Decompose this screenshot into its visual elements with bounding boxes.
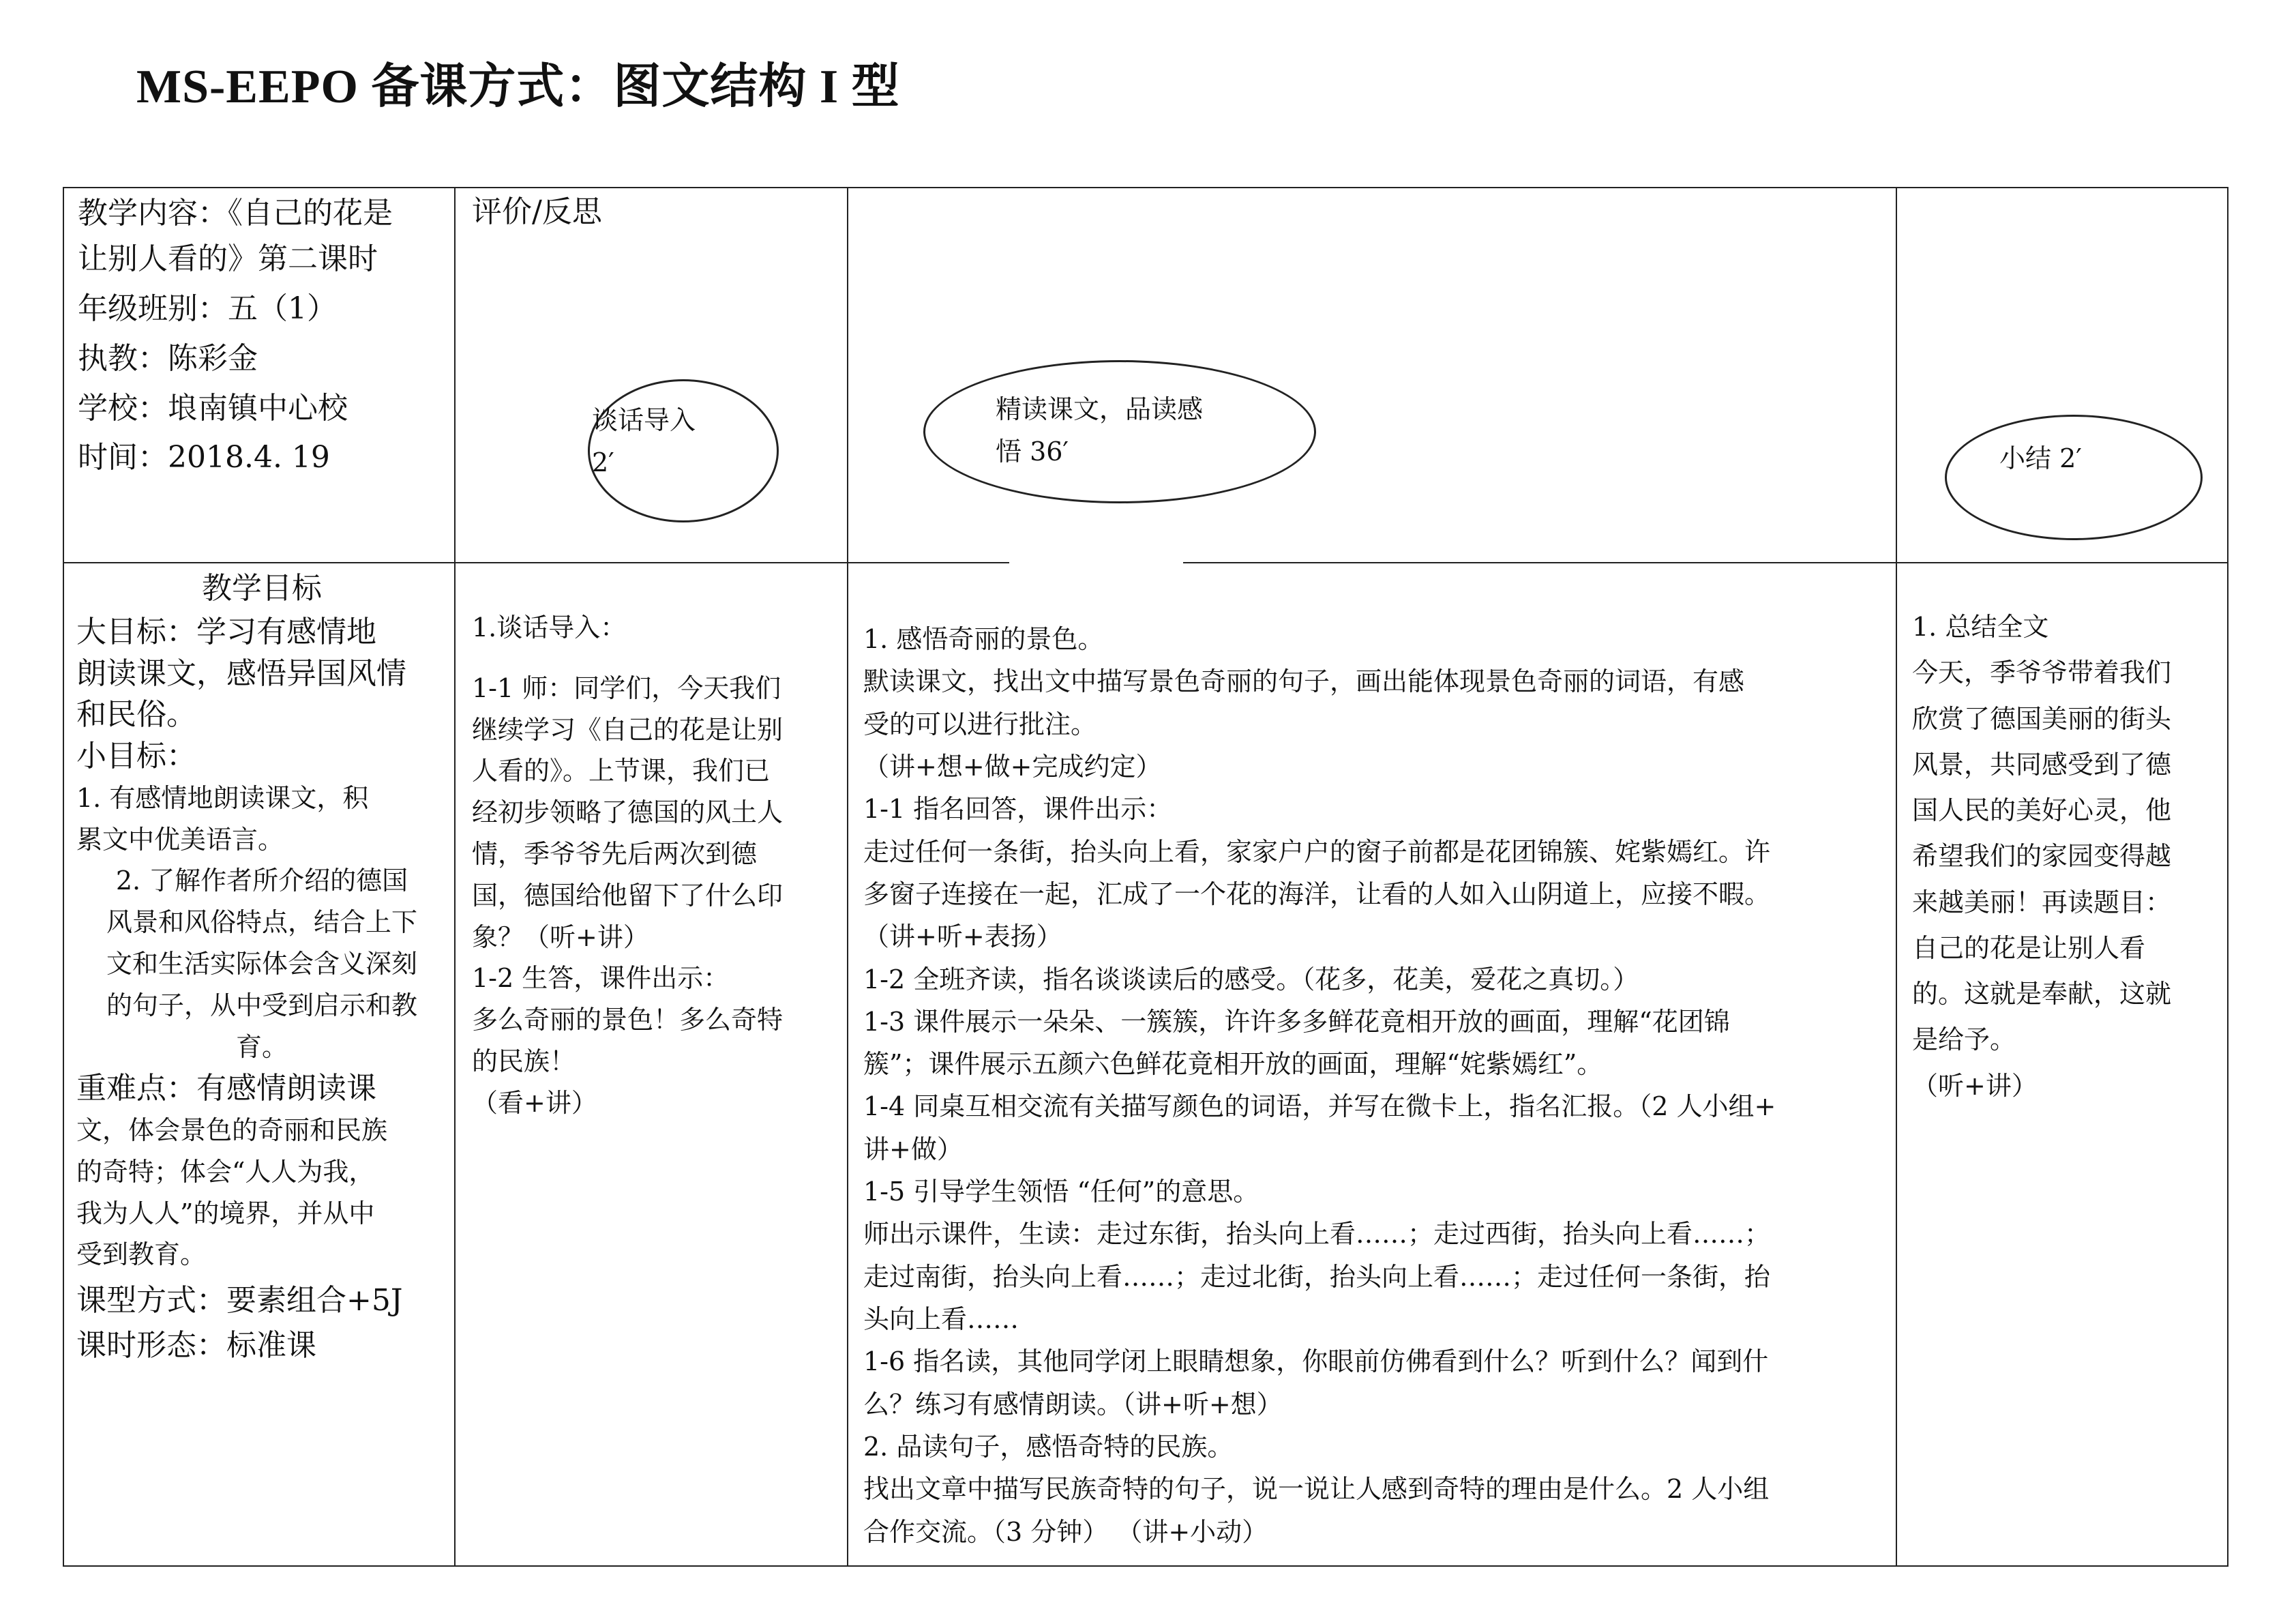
key-point-line: 文，体会景色的奇丽和民族 [76, 1114, 388, 1145]
reading-section [863, 618, 1886, 1553]
intro-line: 人看的》。上节课，我们已 [472, 756, 771, 786]
intro-heading: 1.谈话导入： [472, 612, 627, 643]
big-goal-line: 朗读课文，感悟异国风情 [76, 655, 406, 691]
intro-bubble-label: 谈话导入 [592, 405, 696, 435]
intro-section [472, 607, 840, 1124]
intro-line: （看+讲） [472, 1087, 597, 1118]
summary-line: 来越美丽！再读题目： [1912, 887, 2172, 917]
intro-line: 继续学习《自己的花是让别 [472, 714, 784, 745]
reading-bubble [923, 360, 1316, 503]
column-divider [1896, 187, 1897, 1567]
reading-line: 多窗子连接在一起，汇成了一个花的海洋，让看的人如入山阴道上，应接不暇。 [863, 879, 1771, 909]
key-point-line: 的奇特；体会“人人为我， [76, 1156, 375, 1187]
page-title: MS-EEPO 备课方式：图文结构 I 型 [136, 61, 900, 113]
small-goal-line: 风景和风俗特点，结合上下 [106, 907, 417, 938]
intro-line: 国，德国给他留下了什么印 [472, 880, 784, 911]
reading-line: 1-6 指名读，其他同学闭上眼睛想象，你眼前仿佛看到什么？听到什么？闻到什 [863, 1346, 1769, 1377]
reading-line: 讲+做） [863, 1134, 963, 1164]
small-goal-2 [76, 860, 447, 1067]
lesson-content-line: 让别人看的》第二课时 [78, 241, 378, 276]
reading-line: （讲+听+表扬） [863, 921, 1062, 952]
school: 学校：埌南镇中心校 [78, 390, 348, 426]
lesson-mode: 课型方式：要素组合+5J [76, 1283, 403, 1318]
intro-bubble-time: 2′ [592, 447, 614, 477]
reading-line: 受的可以进行批注。 [863, 709, 1097, 739]
reading-line: 1-1 指名回答，课件出示： [863, 794, 1173, 825]
reading-line: 1-3 课件展示一朵朵、一簇簇，许许多多鲜花竟相开放的画面，理解“花团锦 [863, 1006, 1730, 1037]
reading-line: 1. 感悟奇丽的景色。 [863, 624, 1104, 654]
summary-line: 今天，季爷爷带着我们 [1912, 658, 2172, 688]
big-goal-line: 和民俗。 [76, 697, 196, 733]
grade-class: 年级班别：五（1） [78, 291, 337, 326]
key-points [76, 1067, 447, 1275]
small-goal-line: 2. 了解作者所介绍的德国 [115, 866, 408, 896]
reading-line: 么？练习有感情朗读。（讲+听+想） [863, 1389, 1283, 1419]
summary-line: 希望我们的家园变得越 [1912, 841, 2172, 872]
row-divider [1183, 562, 2228, 563]
small-goal-line: 育。 [235, 1031, 288, 1062]
reading-line: 合作交流。（3 分钟） （讲+小动） [863, 1516, 1268, 1547]
small-goal-1 [76, 778, 447, 861]
summary-line: 风景，共同感受到了德 [1912, 749, 2172, 780]
reading-line: 1-4 同桌互相交流有关描写颜色的词语，并写在微卡上，指名汇报。（2 人小组+ [863, 1091, 1776, 1122]
teacher: 执教：陈彩金 [78, 340, 258, 376]
goals-heading: 教学目标 [202, 571, 322, 606]
reading-line: 找出文章中描写民族奇特的句子，说一说让人感到奇特的理由是什么。2 人小组 [863, 1474, 1770, 1505]
intro-line: 多么奇丽的景色！多么奇特 [472, 1005, 784, 1035]
reading-bubble-time: 悟 36′ [996, 437, 1069, 467]
summary-line: 自己的花是让别人看 [1912, 932, 2146, 963]
intro-body [472, 668, 840, 1124]
lesson-info [78, 191, 446, 481]
summary-bubble-label: 小结 2′ [1999, 443, 2082, 473]
key-point-line: 受到教育。 [76, 1239, 207, 1270]
summary-line: 的。这就是奉献，这就 [1912, 979, 2172, 1009]
reading-line: 走过南街，抬头向上看……；走过北街，抬头向上看……；走过任何一条街，抬 [863, 1261, 1771, 1292]
lesson-content-line: 教学内容：《自己的花是 [78, 196, 393, 231]
intro-line: 1-1 师：同学们，今天我们 [472, 673, 781, 703]
small-goal-label: 小目标： [76, 739, 196, 774]
column-divider [454, 187, 456, 1567]
small-goal-line: 的句子，从中受到启示和教 [106, 990, 417, 1020]
reading-line: 1-2 全班齐读，指名谈谈读后的感受。（花多，花美，爱花之真切。） [863, 964, 1639, 994]
small-goal-line: 累文中优美语言。 [76, 824, 284, 855]
small-goal-line: 1. 有感情地朗读课文，积 [76, 782, 369, 813]
key-point-line: 重难点：有感情朗读课 [76, 1071, 376, 1106]
reading-line: 头向上看…… [863, 1304, 1019, 1334]
key-point-line: 我为人人”的境界，并从中 [76, 1198, 375, 1228]
summary-line: 国人民的美好心灵，他 [1912, 795, 2172, 825]
reading-line: 2. 品读句子，感悟奇特的民族。 [863, 1431, 1234, 1462]
teaching-goals [76, 566, 447, 1368]
intro-line: 象？（听+讲） [472, 921, 649, 952]
small-goal-line: 文和生活实际体会含义深刻 [106, 948, 417, 979]
reading-line: 走过任何一条街，抬头向上看，家家户户的窗子前都是花团锦簇、姹紫嫣红。许 [863, 836, 1771, 867]
summary-line: （听+讲） [1912, 1070, 2038, 1101]
summary-line: 欣赏了德国美丽的街头 [1912, 703, 2172, 734]
row-divider [63, 562, 1009, 563]
review-label: 评价/反思 [472, 194, 602, 229]
reading-line: 默读课文，找出文中描写景色奇丽的句子，画出能体现景色奇丽的词语，有感 [863, 666, 1745, 697]
lesson-date: 时间：2018.4. 19 [78, 440, 330, 475]
lesson-plan-table [63, 187, 2228, 1567]
lesson-form: 课时形态：标准课 [76, 1328, 316, 1363]
intro-line: 情，季爷爷先后两次到德 [472, 838, 758, 869]
reading-bubble-label: 精读课文，品读感 [996, 394, 1204, 424]
reading-line: （讲+想+做+完成约定） [863, 751, 1162, 782]
intro-line: 1-2 生答，课件出示： [472, 963, 730, 994]
summary-line: 1. 总结全文 [1912, 612, 2049, 642]
intro-line: 的民族！ [472, 1046, 576, 1076]
reading-line: 师出示课件，生读：走过东街，抬头向上看……；走过西街，抬头向上看……； [863, 1219, 1771, 1250]
column-divider [847, 187, 848, 1567]
big-goal-line: 大目标：学习有感情地 [76, 614, 376, 649]
reading-line: 1-5 引导学生领悟 “任何”的意思。 [863, 1177, 1259, 1207]
big-goal [76, 612, 447, 736]
summary-section [1912, 604, 2219, 1109]
summary-line: 是给予。 [1912, 1024, 2016, 1055]
reading-line: 簇”；课件展示五颜六色鲜花竟相开放的画面，理解“姹紫嫣红”。 [863, 1049, 1603, 1080]
intro-line: 经初步领略了德国的风土人 [472, 797, 784, 828]
